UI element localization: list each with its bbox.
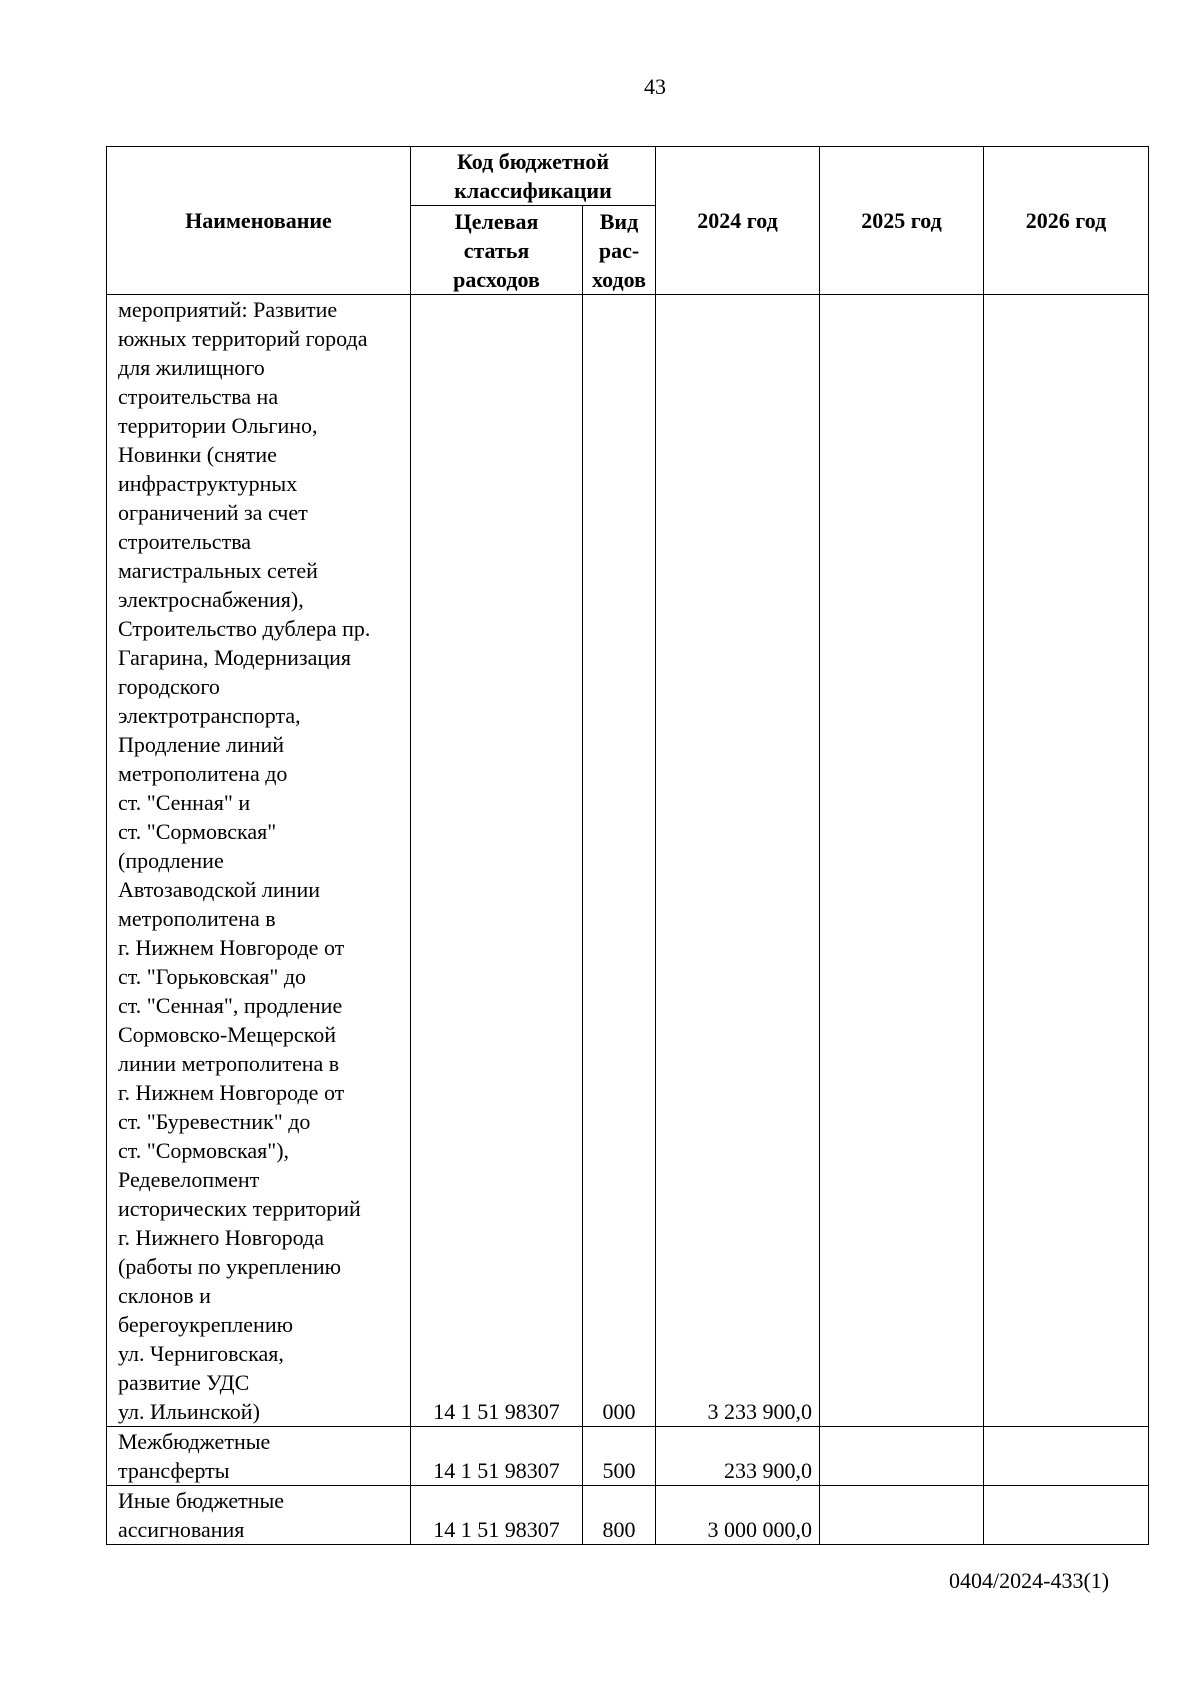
name-line: южных территорий города [118, 326, 368, 351]
row-2024: 3 000 000,0 [656, 1486, 820, 1545]
header-code-group-line: Код бюджетной [456, 149, 610, 174]
name-line: г. Нижнего Новгорода [118, 1225, 324, 1250]
header-target-line: расходов [453, 266, 540, 292]
header-code-group-line: классификации [454, 178, 612, 203]
header-row-top [107, 147, 1149, 206]
row-name [107, 295, 411, 1427]
row-target: 14 1 51 98307 [411, 295, 583, 1427]
name-line: строительства [118, 529, 252, 554]
header-year-2026: 2026 год [984, 147, 1149, 295]
name-line: исторических территорий [118, 1196, 361, 1221]
row-type: 800 [583, 1486, 656, 1545]
name-line: ст. "Сенная", продление [118, 993, 343, 1018]
name-line: электроснабжения), [118, 587, 304, 612]
name-line: городского [118, 674, 220, 699]
header-type-line: ходов [592, 266, 646, 292]
name-line: строительства на [118, 384, 279, 409]
name-line: трансферты [118, 1458, 230, 1483]
name-line: Гагарина, Модернизация [118, 645, 352, 670]
name-line: ул. Черниговская, [118, 1341, 284, 1366]
document-code: 0404/2024-433(1) [949, 1568, 1110, 1593]
name-line: Иные бюджетные [118, 1488, 285, 1513]
name-line: Редевелопмент [118, 1167, 260, 1192]
row-2024: 233 900,0 [656, 1427, 820, 1486]
budget-table [106, 146, 1149, 1545]
header-name: Наименование [107, 147, 411, 295]
row-2025 [820, 295, 984, 1427]
row-target: 14 1 51 98307 [411, 1486, 583, 1545]
name-line: ассигнования [118, 1517, 245, 1542]
name-line: (продление [118, 848, 224, 873]
name-line: ограничений за счет [118, 500, 308, 525]
name-line: инфраструктурных [118, 471, 298, 496]
name-line: магистральных сетей [118, 558, 318, 583]
name-line: Строительство дублера пр. [118, 616, 371, 641]
page-number: 43 [644, 74, 666, 99]
name-line: (работы по укреплению [118, 1254, 342, 1279]
name-line: для жилищного [118, 355, 265, 380]
header-target-line: статья [463, 237, 530, 263]
name-line: метрополитена в [118, 906, 276, 931]
name-line: г. Нижнем Новгороде от [118, 1080, 345, 1105]
name-line: развитие УДС [118, 1370, 250, 1395]
name-line: линии метрополитена в [118, 1051, 340, 1076]
name-line: электротранспорта, [118, 703, 301, 728]
header-year-2025: 2025 год [820, 147, 984, 295]
name-line: Межбюджетные [118, 1429, 271, 1454]
row-2026 [984, 1427, 1149, 1486]
row-2025 [820, 1486, 984, 1545]
table-row [107, 1427, 1149, 1486]
row-target: 14 1 51 98307 [411, 1427, 583, 1486]
row-2026 [984, 295, 1149, 1427]
name-line: ст. "Буревестник" до [118, 1109, 311, 1134]
row-type: 000 [583, 295, 656, 1427]
table-row [107, 1486, 1149, 1545]
name-line: ст. "Сормовская"), [118, 1138, 290, 1163]
row-type: 500 [583, 1427, 656, 1486]
header-type-line: Вид [599, 208, 639, 234]
name-line: территории Ольгино, [118, 413, 318, 438]
name-line: Автозаводской линии [118, 877, 320, 902]
name-line: ст. "Сенная" и [118, 790, 251, 815]
row-name [107, 1427, 411, 1486]
name-line: ул. Ильинской) [118, 1399, 260, 1424]
table-row [107, 295, 1149, 1427]
name-line: берегоукреплению [118, 1312, 294, 1337]
name-line: метрополитена до [118, 761, 288, 786]
name-line: Сормовско-Мещерской [118, 1022, 337, 1047]
name-line: ст. "Сормовская" [118, 819, 277, 844]
name-line: мероприятий: Развитие [118, 297, 338, 322]
name-line: склонов и [118, 1283, 211, 1308]
header-code-group [411, 147, 656, 206]
header-target-line: Целевая [454, 208, 539, 234]
row-name [107, 1486, 411, 1545]
name-line: г. Нижнем Новгороде от [118, 935, 345, 960]
row-2025 [820, 1427, 984, 1486]
name-line: Новинки (снятие [118, 442, 277, 467]
row-2026 [984, 1486, 1149, 1545]
header-type-line: рас- [598, 237, 640, 263]
name-line: ст. "Горьковская" до [118, 964, 307, 989]
row-2024: 3 233 900,0 [656, 295, 820, 1427]
name-line: Продление линий [118, 732, 285, 757]
header-type [583, 206, 656, 295]
header-year-2024: 2024 год [656, 147, 820, 295]
header-target [411, 206, 583, 295]
